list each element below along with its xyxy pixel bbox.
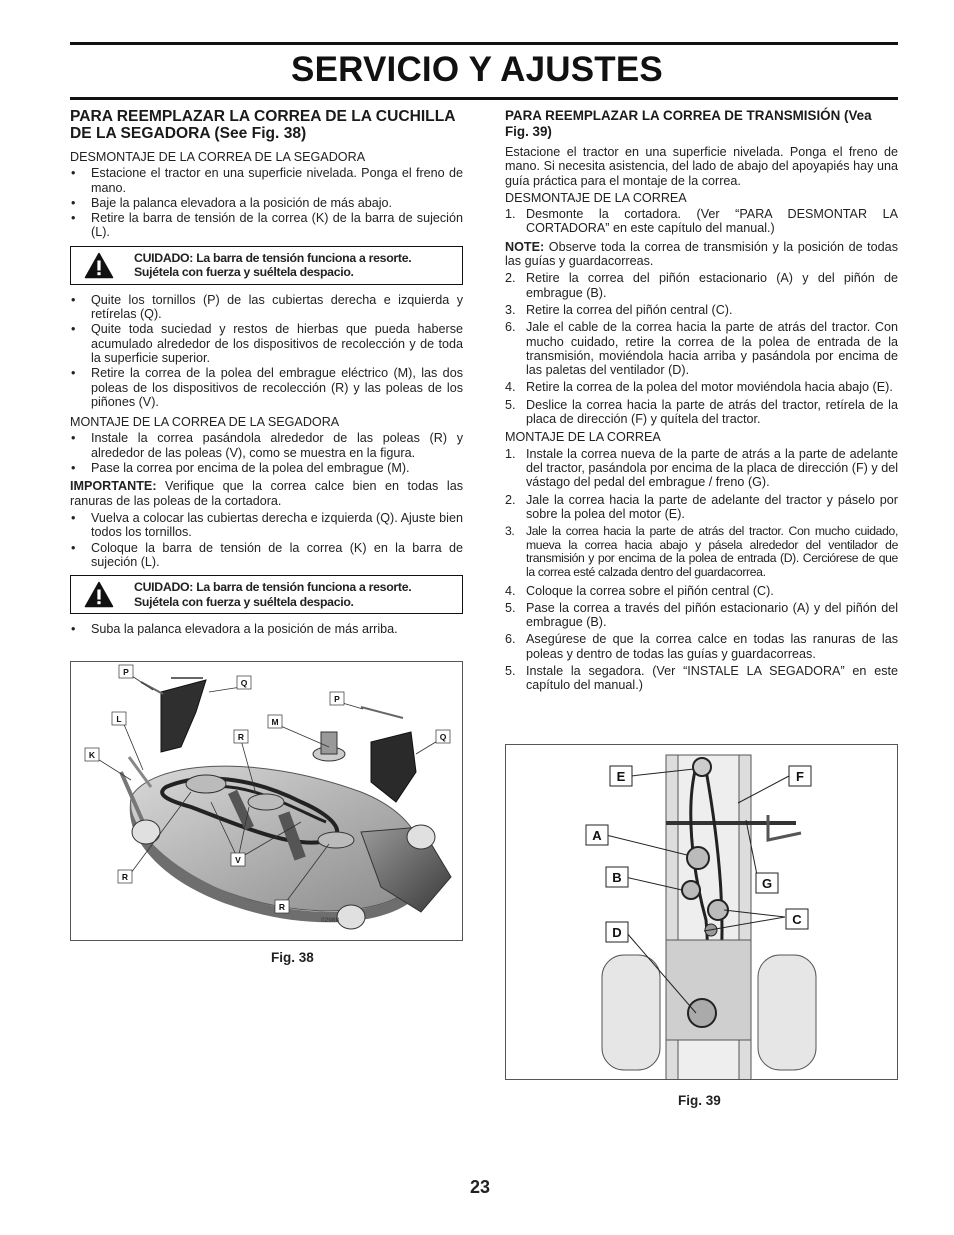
caution-line: CUIDADO: La barra de tensión funciona a resorte. — [134, 250, 412, 265]
label-r: R — [121, 872, 129, 882]
step-item: 2. Jale la correa hacia la parte de adelante del tractor y páselo por sobre la polea del motor (E). — [505, 492, 898, 521]
caution-box — [70, 575, 463, 614]
step-item: 3. Jale la correa hacia la parte de atrás del tractor. Con mucho cuidado, mueva la correa hacia abajo y pásela alrededor del ventilador de transmisión y por encima de la polea de entrada (D). Cerciórese de que la correa esté calzada dentro del guardacorrea. — [505, 524, 898, 579]
install-list-2 — [70, 511, 463, 569]
step-item: 3. Retire la correa del piñón central (C). — [505, 302, 733, 317]
removal-subtitle: DESMONTAJE DE LA CORREA — [505, 190, 687, 205]
label-p: P — [123, 667, 129, 677]
caution-line: Sujétela con fuerza y suéltela despacio. — [134, 594, 354, 609]
mower-deck-illustration — [71, 662, 463, 941]
important-label: IMPORTANTE: — [70, 479, 157, 494]
left-column — [70, 108, 463, 640]
warning-icon — [84, 581, 114, 608]
label-q: Q — [240, 678, 248, 688]
top-rule — [70, 42, 898, 45]
caution-line: CUIDADO: La barra de tensión funciona a resorte. — [134, 580, 412, 595]
caution-box — [70, 246, 463, 285]
step-item: 5. Instale la segadora. (Ver “INSTALE LA SEGADORA” en este capítulo del manual.) — [505, 663, 898, 693]
label-l: L — [116, 714, 122, 724]
label-g: G — [761, 876, 773, 891]
removal-list — [70, 166, 463, 239]
figure-38-mower-deck — [70, 661, 463, 941]
list-item: • Baje la palanca elevadora a la posición de más abajo. — [70, 196, 463, 210]
label-r: R — [278, 902, 286, 912]
note — [505, 240, 898, 269]
note-text: Observe toda la correa de transmisión y la posición de todas las guías y guardacorreas. — [505, 239, 898, 269]
label-r: R — [237, 732, 245, 742]
figure-39-tractor-underside — [505, 744, 898, 1080]
list-item: • Instale la correa pasándola alrededor de las poleas (R) y alrededor de las poleas (V), como se muestra en la figura. — [70, 431, 463, 460]
label-m: M — [271, 717, 279, 727]
step-item: 1. Instale la correa nueva de la parte de atrás a la parte de adelante del tractor, pasándola por encima de la placa de dirección (F) y del vástago del pedal del embrague / freno (G). — [505, 446, 898, 490]
install-list-3 — [70, 622, 463, 636]
step-item: 6. Asegúrese de que la correa calce en todas las ranuras de las poleas y dentro de todas las guías y guardacorreas. — [505, 632, 898, 661]
label-q: Q — [439, 732, 447, 742]
label-f: F — [796, 769, 804, 784]
list-item: • Suba la palanca elevadora a la posición de más arriba. — [70, 622, 463, 636]
label-b: B — [612, 870, 622, 885]
step-item: 2. Retire la correa del piñón estacionario (A) y del piñón de embrague (B). — [505, 271, 898, 300]
list-item: • Pase la correa por encima de la polea del embrague (M). — [70, 461, 463, 475]
step-item: 4. Coloque la correa sobre el piñón central (C). — [505, 583, 774, 598]
list-item: • Vuelva a colocar las cubiertas derecha e izquierda (Q). Ajuste bien todos los tornillos. — [70, 511, 463, 540]
removal-subtitle: DESMONTAJE DE LA CORREA DE LA SEGADORA — [70, 150, 366, 164]
right-column — [505, 108, 898, 697]
install-steps — [505, 447, 898, 521]
list-item: • Retire la barra de tensión de la correa (K) de la barra de sujeción (L). — [70, 211, 463, 240]
warning-icon — [84, 252, 114, 279]
page-title: SERVICIO Y AJUSTES — [291, 50, 663, 89]
removal-list-2 — [70, 293, 463, 409]
important-note — [70, 479, 463, 508]
important-text: Verifique que la correa calce bien en todas las ranuras de las poleas de la cortadora. — [70, 479, 463, 508]
section-heading-drive-belt: PARA REEMPLAZAR LA CORREA DE TRANSMISIÓN (Vea Fig. 39) — [505, 108, 872, 139]
step-item: 1. Desmonte la cortadora. (Ver “PARA DESMONTAR LA CORTADORA” en este capítulo del manual.) — [505, 207, 898, 236]
removal-steps-2 — [505, 271, 898, 426]
install-steps-2 — [505, 584, 898, 693]
install-steps-condensed — [505, 525, 898, 579]
install-subtitle: MONTAJE DE LA CORREA DE LA SEGADORA — [70, 415, 340, 430]
label-v: V — [235, 855, 241, 865]
title-underline — [70, 97, 898, 100]
step-item: 5. Pase la correa a través del piñón estacionario (A) y del piñón del embrague (B). — [505, 600, 898, 630]
section-heading-mower-belt: PARA REEMPLAZAR LA CORREA DE LA CUCHILLA DE LA SEGADORA (See Fig. 38) — [70, 108, 455, 142]
step-item: 4. Retire la correa de la polea del motor moviéndola hacia abajo (E). — [505, 380, 893, 395]
step-item: 6. Jale el cable de la correa hacia la parte de atrás del tractor. Con mucho cuidado, retire la correa de la polea de entrada de la transmisión, moviéndola hacia arriba y pasándola por encima de las paletas del ventilador (D). — [505, 320, 898, 378]
list-item: • Retire la correa de la polea del embrague eléctrico (M), las dos poleas de los dispositivos de recolección (R) y las poleas de los piñones (V). — [70, 366, 463, 409]
label-p: P — [334, 694, 340, 704]
figure-38-caption: Fig. 38 — [271, 950, 314, 965]
label-d: D — [612, 925, 622, 940]
label-k: K — [88, 750, 96, 760]
page-number: 23 — [470, 1177, 491, 1197]
list-item: • Quite los tornillos (P) de las cubiertas derecha e izquierda y retírelas (Q). — [70, 293, 463, 322]
label-a: A — [592, 828, 602, 843]
figure-code: 02988 — [321, 917, 340, 924]
figure-39-caption: Fig. 39 — [678, 1093, 721, 1108]
removal-steps — [505, 207, 898, 236]
list-item: • Estacione el tractor en una superficie nivelada. Ponga el freno de mano. — [70, 166, 463, 195]
label-c: C — [792, 912, 802, 927]
list-item: • Coloque la barra de tensión de la correa (K) en la barra de sujeción (L). — [70, 541, 463, 570]
install-list — [70, 431, 463, 475]
tractor-underside-illustration — [506, 745, 898, 1080]
step-item: 5. Deslice la correa hacia la parte de atrás del tractor, retírela de la placa de dirección (F) y quítela del tractor. — [505, 397, 898, 427]
label-e: E — [616, 769, 626, 784]
intro-paragraph: Estacione el tractor en una superficie nivelada. Ponga el freno de mano. Si necesita asistencia, del lado de abajo del apoyapiés hay una guía práctica para el montaje de la correa. — [505, 145, 898, 188]
caution-line: Sujétela con fuerza y suéltela despacio. — [134, 265, 354, 280]
list-item: • Quite toda suciedad y restos de hierbas que pueda haberse acumulado alrededor de los dispositivos de recolección y de toda la superficie superior. — [70, 322, 463, 365]
install-subtitle: MONTAJE DE LA CORREA — [505, 430, 661, 445]
note-label: NOTE: — [505, 239, 545, 254]
